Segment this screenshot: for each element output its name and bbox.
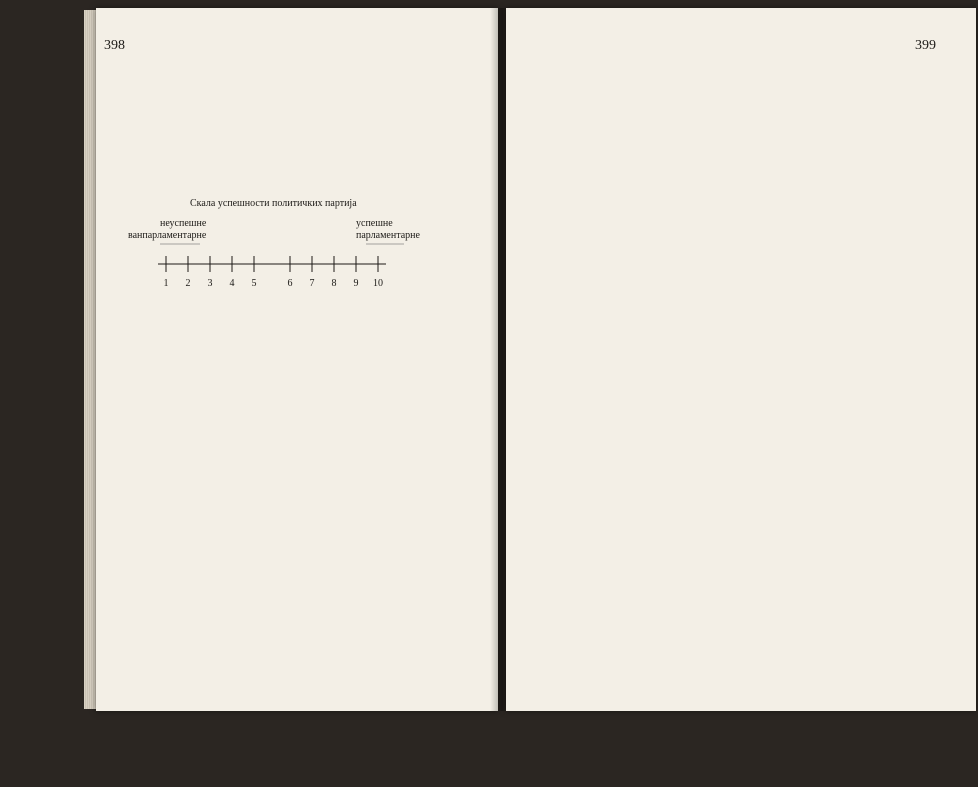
text-line: [526, 422, 952, 435]
text-line: [526, 198, 952, 211]
text-line: [526, 150, 952, 163]
text-line: [526, 758, 952, 771]
text-line: [106, 532, 486, 545]
axis-tick-label: 3: [207, 278, 213, 289]
text-line: [526, 518, 952, 531]
text-line: [106, 484, 486, 497]
text-line: [526, 742, 952, 755]
axis-tick-label: 2: [185, 278, 191, 289]
text-line: [106, 436, 486, 449]
text-line: [526, 502, 952, 515]
text-line: [106, 468, 486, 481]
axis-tick-label: 9: [353, 278, 359, 289]
text-line: [106, 708, 486, 721]
right-page: [506, 8, 976, 711]
text-line: [526, 326, 952, 339]
text-line: [106, 564, 486, 577]
text-line: [526, 182, 952, 195]
text-line: [526, 262, 952, 275]
text-line: [106, 660, 486, 673]
text-line: [106, 580, 486, 593]
text-line: [526, 726, 952, 739]
figure-title: Скала успешности политичких партија: [190, 198, 357, 209]
text-line: [526, 390, 952, 403]
text-line: [106, 174, 486, 187]
text-line: [106, 404, 486, 417]
text-line: [526, 214, 952, 227]
text-line: [526, 134, 952, 147]
text-line: [106, 548, 486, 561]
text-line: [106, 676, 486, 689]
text-line: [106, 110, 486, 123]
text-line: [106, 340, 486, 353]
text-line: [526, 710, 952, 723]
text-line: [526, 406, 952, 419]
text-line: [526, 70, 952, 83]
text-line: [106, 596, 486, 609]
text-line: [526, 230, 952, 243]
text-line: [106, 388, 486, 401]
text-line: [106, 692, 486, 705]
axis-tick-label: 6: [287, 278, 293, 289]
text-line: [526, 310, 952, 323]
text-line: [106, 724, 486, 737]
text-line: [106, 628, 486, 641]
text-line: [106, 372, 486, 385]
page-number-left: 398: [104, 38, 125, 53]
text-line: [106, 308, 486, 321]
text-line: [106, 644, 486, 657]
text-line: [526, 678, 952, 691]
text-line: [106, 500, 486, 513]
text-line: [106, 612, 486, 625]
text-line: [526, 246, 952, 259]
axis-tick-label: 5: [251, 278, 257, 289]
text-line: [526, 598, 952, 611]
text-line: [526, 374, 952, 387]
text-line: [526, 342, 952, 355]
text-line: [526, 774, 952, 787]
right-label-line1: успешне: [356, 218, 393, 229]
scale-axis: [120, 238, 430, 293]
text-line: [526, 630, 952, 643]
axis-tick-label: 10: [373, 278, 383, 289]
axis-tick-label: 8: [331, 278, 337, 289]
text-line: [526, 294, 952, 307]
left-page: [96, 8, 498, 711]
axis-tick-label: 7: [309, 278, 315, 289]
text-line: [106, 94, 486, 107]
text-line: [526, 438, 952, 451]
text-line: [526, 118, 952, 131]
text-line: [526, 358, 952, 371]
left-text-bottom: [106, 308, 486, 737]
text-line: [106, 78, 486, 91]
text-line: [106, 452, 486, 465]
text-line: [106, 420, 486, 433]
text-line: [526, 582, 952, 595]
right-label-line2: парламентарне: [356, 230, 420, 241]
text-line: [526, 278, 952, 291]
text-line: [106, 356, 486, 369]
text-line: [526, 454, 952, 467]
text-line: [106, 142, 486, 155]
text-line: [526, 534, 952, 547]
left-label-line2: ванпарламентарне: [128, 230, 207, 241]
text-line: [106, 126, 486, 139]
page-number-right: 399: [915, 38, 936, 53]
text-line: [526, 550, 952, 563]
text-line: [526, 662, 952, 675]
text-line: [526, 470, 952, 483]
text-line: [526, 566, 952, 579]
text-line: [526, 694, 952, 707]
text-line: [526, 102, 952, 115]
success-scale-figure: [120, 198, 430, 298]
text-line: [526, 486, 952, 499]
text-line: [526, 86, 952, 99]
text-line: [106, 158, 486, 171]
axis-tick-label: 4: [229, 278, 235, 289]
text-line: [106, 516, 486, 529]
axis-tick-label: 1: [163, 278, 169, 289]
text-line: [106, 324, 486, 337]
text-line: [526, 646, 952, 659]
right-text: [526, 70, 952, 787]
text-line: [526, 614, 952, 627]
left-label-line1: неуспешне: [160, 218, 207, 229]
text-line: [526, 166, 952, 179]
